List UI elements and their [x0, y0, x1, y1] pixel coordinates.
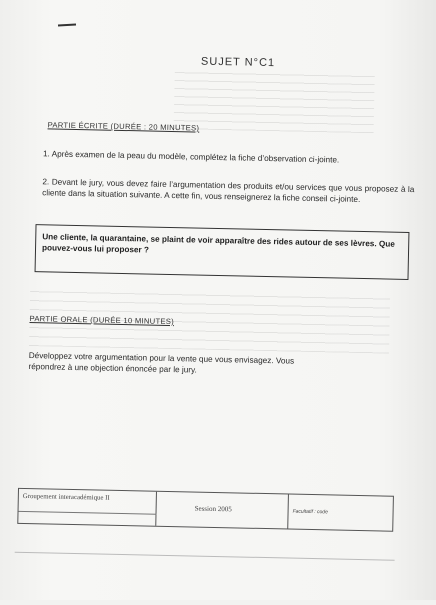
written-part-heading: PARTIE ÉCRITE (DURÉE : 20 MINUTES)	[47, 120, 200, 133]
instruction-item-1: 1. Après examen de la peau du modèle, complétez la fiche d’observation ci-jointe.	[42, 149, 340, 165]
bleed-through	[174, 69, 375, 133]
footer-code-cell	[288, 495, 393, 531]
footer-group: Groupement interacadémique II	[22, 492, 110, 502]
footer-session-cell	[156, 492, 289, 529]
document-title: SUJET N°C1	[200, 55, 276, 70]
oral-instructions: Développez votre argumentation pour la vente que vous envisagez. Vous répondrez à une objection énoncée par le jury.	[28, 351, 295, 375]
instruction-item-2: 2. Devant le jury, vous devez faire l’argumentation des produits et/ou services que vous proposez à la cliente dans la situation suivante. A cette fin, vous renseignerez la fiche conseil ci-jointe.	[42, 177, 415, 204]
bottom-rule	[15, 552, 395, 561]
footer-table	[17, 488, 394, 532]
footer-session: Session 2005	[194, 504, 232, 514]
situation-box: Une cliente, la quarantaine, se plaint de voir apparaître des rides autour de ses lèvres. Que pouvez-vous lui proposer ?	[35, 224, 410, 280]
oral-part-heading: PARTIE ORALE (DURÉE 10 MINUTES)	[29, 314, 175, 327]
footer-group-cell	[18, 489, 157, 526]
footer-code-label: Facultatif : code	[292, 508, 328, 516]
